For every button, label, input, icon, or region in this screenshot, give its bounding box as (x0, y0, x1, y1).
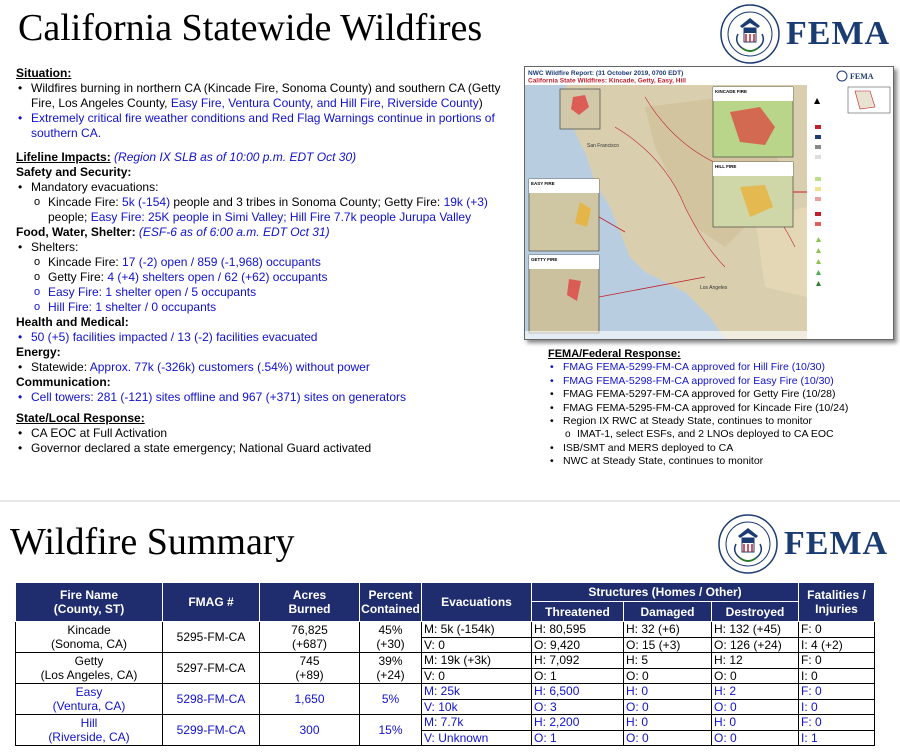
cell-des-h: H: 12 (712, 653, 799, 669)
easy-inset-label: EASY FIRE (531, 181, 555, 186)
shelters-label: • Shelters: (16, 240, 521, 255)
safety-header: Safety and Security: (16, 165, 132, 179)
cell-thr-h: H: 2,200 (532, 715, 624, 731)
evac-d: 19k (+3) (443, 195, 488, 209)
hill-inset-label: HILL FIRE (715, 164, 737, 169)
cell-name (16, 715, 163, 746)
cell-thr-o: O: 1 (532, 668, 624, 684)
cell-acres-value: 76,825 (291, 622, 328, 637)
th-destroyed: Destroyed (712, 602, 799, 622)
cell-name-value: Getty (74, 653, 104, 668)
cell-acres-value: 1,650 (294, 691, 325, 706)
shelter-getty-b: 4 (+4) shelters open / 62 (+62) occupants (107, 270, 328, 284)
state-local-item-2: • Governor declared a state emergency; National Guard activated (16, 441, 521, 456)
th-damaged: Damaged (624, 602, 712, 622)
region-rwc: • Region IX RWC at Steady State, continues to monitor (548, 415, 893, 428)
cell-des-o: O: 0 (712, 699, 799, 715)
cell-fmag (163, 653, 260, 684)
cell-fat: F: 0 (799, 684, 875, 700)
shelter-hill: o Hill Fire: 1 shelter / 0 occupants (16, 300, 521, 315)
city-la: Los Angeles (700, 285, 728, 291)
cell-dam-o: O: 0 (624, 730, 712, 746)
cell-county-value: (Riverside, CA) (48, 730, 130, 744)
table-row (16, 653, 875, 669)
energy-b: Approx. 77k (-326k) customers (.54%) without power (89, 360, 370, 374)
situation-text-b: Easy Fire, Ventura County, and Hill Fire, Riverside County (170, 96, 479, 110)
situation-bullet-1 (16, 81, 521, 111)
evac-detail (16, 195, 521, 225)
th-fire-name (16, 583, 163, 622)
cell-fat: F: 0 (799, 715, 875, 731)
th-fatalities-2: Injuries (815, 602, 858, 616)
th-fire-name-1: Fire Name (59, 588, 119, 602)
state-local-list (16, 426, 521, 456)
cell-pct-delta-value: (+30) (376, 637, 405, 651)
cell-acres (260, 622, 360, 653)
cell-fmag (163, 622, 260, 653)
cell-dam-o: O: 0 (624, 668, 712, 684)
th-acres-2: Burned (288, 602, 331, 616)
cell-acres (260, 653, 360, 684)
fmag-easy: • FMAG FEMA-5298-FM-CA approved for Easy Fire (10/30) (548, 375, 893, 388)
th-fmag: FMAG # (163, 583, 260, 622)
energy-a: Statewide: (31, 360, 90, 374)
cell-fat: F: 0 (799, 653, 875, 669)
comm-bullet: • Cell towers: 281 (-121) sites offline and 967 (+371) sites on generators (16, 390, 521, 405)
cell-pct (360, 684, 422, 715)
evac-a: Kincade Fire: (48, 195, 123, 209)
food-header-line (16, 225, 521, 240)
health-bullet: • 50 (+5) facilities impacted / 13 (-2) facilities evacuated (16, 330, 521, 345)
cell-acres-value: 745 (299, 653, 320, 668)
cell-thr-h: H: 7,092 (532, 653, 624, 669)
wildfire-summary-table (15, 582, 875, 746)
cell-thr-h: H: 80,595 (532, 622, 624, 638)
cell-des-h: H: 132 (+45) (712, 622, 799, 638)
table-row (16, 622, 875, 638)
cell-fmag (163, 715, 260, 746)
cell-dam-h: H: 0 (624, 715, 712, 731)
shelter-getty-a: Getty Fire: (48, 270, 108, 284)
table-row (16, 715, 875, 731)
safety-list (16, 180, 521, 225)
evac-f: Easy Fire: 25K people in Simi Valley; Hill Fire 7.7k people Jurupa Valley (90, 210, 472, 224)
cell-acres (260, 715, 360, 746)
nwc: • NWC at Steady State, continues to monitor (548, 455, 893, 468)
cell-fmag-value: 5297-FM-CA (176, 660, 246, 675)
cell-evac-v: V: 0 (422, 637, 532, 653)
fema-logo-text-2: FEMA (784, 525, 889, 562)
cell-pct-value: 5% (381, 691, 400, 706)
food-header: Food, Water, Shelter: (16, 225, 136, 239)
th-fatalities (799, 583, 875, 622)
cell-fmag-value: 5299-FM-CA (176, 722, 246, 737)
cell-dam-o: O: 15 (+3) (624, 637, 712, 653)
imat: o IMAT-1, select ESFs, and 2 LNOs deployed to CA EOC (548, 428, 893, 441)
th-evacuations: Evacuations (422, 583, 532, 622)
map-graphic (525, 67, 893, 339)
cell-pct (360, 622, 422, 653)
cell-pct-value: 15% (378, 722, 403, 737)
table-row (16, 684, 875, 700)
th-acres-1: Acres (292, 588, 327, 602)
cell-dam-h: H: 0 (624, 684, 712, 700)
energy-bullet (16, 360, 521, 375)
getty-inset-label: GETTY FIRE (531, 257, 558, 262)
health-header: Health and Medical: (16, 315, 129, 329)
comm-header: Communication: (16, 375, 111, 389)
shelter-easy: o Easy Fire: 1 shelter open / 5 occupants (16, 285, 521, 300)
slide-title: California Statewide Wildfires (18, 7, 483, 49)
cell-acres (260, 684, 360, 715)
kincade-inset-label: KINCADE FIRE (715, 89, 748, 94)
th-fatalities-1: Fatalities / (807, 588, 866, 602)
cell-fat: F: 0 (799, 622, 875, 638)
cell-des-h: H: 0 (712, 715, 799, 731)
cell-evac-m: M: 7.7k (422, 715, 532, 731)
situation-header: Situation: (16, 66, 72, 80)
cell-acres-delta-value: (+89) (295, 668, 324, 682)
federal-list (548, 361, 893, 468)
cell-pct (360, 653, 422, 684)
map-header-1: NWC Wildfire Report: (31 October 2019, 0700 EDT) (528, 70, 684, 77)
cell-thr-h: H: 6,500 (532, 684, 624, 700)
cell-name (16, 622, 163, 653)
cell-evac-m: M: 5k (-154k) (422, 622, 532, 638)
cell-evac-m: M: 25k (422, 684, 532, 700)
dhs-seal-icon (718, 514, 778, 574)
lifeline-header: Lifeline Impacts: (16, 150, 111, 164)
wildfire-map (524, 66, 894, 340)
cell-county-value: (Los Angeles, CA) (40, 668, 138, 682)
th-percent (360, 583, 422, 622)
cell-fmag-value: 5298-FM-CA (176, 691, 246, 706)
cell-name-value: Easy (75, 684, 103, 699)
federal-response (548, 348, 893, 469)
cell-acres-delta-value: (+687) (291, 637, 328, 651)
th-acres (260, 583, 360, 622)
cell-inj: I: 0 (799, 699, 875, 715)
cell-pct-delta-value: (+24) (376, 668, 405, 682)
state-local-item-1: • CA EOC at Full Activation (16, 426, 521, 441)
energy-header: Energy: (16, 345, 61, 359)
map-header-2: California State Wildfires: Kincade, Getty, Easy, Hill (528, 77, 686, 85)
cell-thr-o: O: 3 (532, 699, 624, 715)
fema-logo (720, 4, 890, 64)
shelter-kincade-b: 17 (-2) open / 859 (-1,968) occupants (122, 255, 321, 269)
cell-inj: I: 1 (799, 730, 875, 746)
evac-e: people; (48, 210, 91, 224)
cell-pct-value: 45% (378, 622, 403, 637)
table-body (16, 622, 875, 746)
th-percent-1: Percent (368, 588, 413, 602)
cell-des-o: O: 0 (712, 668, 799, 684)
food-note: (ESF-6 as of 6:00 a.m. EDT Oct 31) (138, 225, 330, 239)
dhs-seal-icon (720, 4, 780, 64)
cell-evac-m: M: 19k (+3k) (422, 653, 532, 669)
lifeline-note: (Region IX SLB as of 10:00 p.m. EDT Oct 30) (114, 150, 357, 164)
situation-text-a: Wildfires burning in northern CA (Kincade Fire, Sonoma County) and southern CA (Getty Fire, Los Angeles County, (31, 81, 501, 110)
shelter-getty (16, 270, 521, 285)
fema-logo-text: FEMA (786, 15, 891, 52)
th-fire-name-2: (County, ST) (53, 602, 125, 616)
cell-name-value: Kincade (67, 622, 111, 637)
cell-dam-o: O: 0 (624, 699, 712, 715)
situation-list (16, 81, 521, 141)
evac-b: 5k (-154) (122, 195, 171, 209)
cell-name (16, 653, 163, 684)
cell-thr-o: O: 9,420 (532, 637, 624, 653)
cell-evac-v: V: 0 (422, 668, 532, 684)
situation-text-c: ) (478, 96, 483, 110)
cell-inj: I: 4 (+2) (799, 637, 875, 653)
cell-des-o: O: 0 (712, 730, 799, 746)
federal-header: FEMA/Federal Response: (548, 348, 681, 360)
state-local-header: State/Local Response: (16, 411, 145, 425)
cell-fmag-value: 5295-FM-CA (176, 629, 246, 644)
left-column (16, 66, 521, 456)
cell-county-value: (Ventura, CA) (52, 699, 126, 713)
mandatory-evac: • Mandatory evacuations: (16, 180, 521, 195)
fmag-hill: • FMAG FEMA-5299-FM-CA approved for Hill Fire (10/30) (548, 361, 893, 374)
svg-text:▲: ▲ (814, 96, 821, 105)
isb-smt: • ISB/SMT and MERS deployed to CA (548, 442, 893, 455)
shelter-kincade-a: Kincade Fire: (48, 255, 123, 269)
shelter-kincade (16, 255, 521, 270)
th-threatened: Threatened (532, 602, 624, 622)
cell-des-o: O: 126 (+24) (712, 637, 799, 653)
cell-inj: I: 0 (799, 668, 875, 684)
cell-pct-value: 39% (378, 653, 403, 668)
map-fema-logo: FEMA (850, 72, 874, 81)
cell-dam-h: H: 5 (624, 653, 712, 669)
lifeline-header-line (16, 150, 521, 165)
cell-evac-v: V: 10k (422, 699, 532, 715)
cell-evac-v: V: Unknown (422, 730, 532, 746)
summary-title: Wildfire Summary (10, 521, 295, 563)
cell-des-h: H: 2 (712, 684, 799, 700)
fmag-kincade: • FMAG FEMA-5295-FM-CA approved for Kincade Fire (10/24) (548, 402, 893, 415)
cell-name-value: Hill (80, 715, 98, 730)
fema-logo-2 (718, 514, 888, 574)
cell-pct (360, 715, 422, 746)
city-sf: San Francisco (587, 143, 619, 149)
fmag-getty: • FMAG FEMA-5297-FM-CA approved for Getty Fire (10/28) (548, 388, 893, 401)
th-percent-2: Contained (361, 602, 420, 616)
slide-wildfire-summary (0, 510, 900, 754)
shelter-list (16, 240, 521, 315)
cell-dam-h: H: 32 (+6) (624, 622, 712, 638)
th-structures: Structures (Homes / Other) (532, 583, 799, 602)
cell-fmag (163, 684, 260, 715)
cell-thr-o: O: 1 (532, 730, 624, 746)
situation-bullet-2: • Extremely critical fire weather conditions and Red Flag Warnings continue in portions of southern CA. (16, 111, 521, 141)
evac-c: people and 3 tribes in Sonoma County; Getty Fire: (170, 195, 444, 209)
map-seal-icon (837, 71, 847, 81)
cell-county-value: (Sonoma, CA) (50, 637, 128, 651)
cell-acres-value: 300 (299, 722, 320, 737)
cell-name (16, 684, 163, 715)
